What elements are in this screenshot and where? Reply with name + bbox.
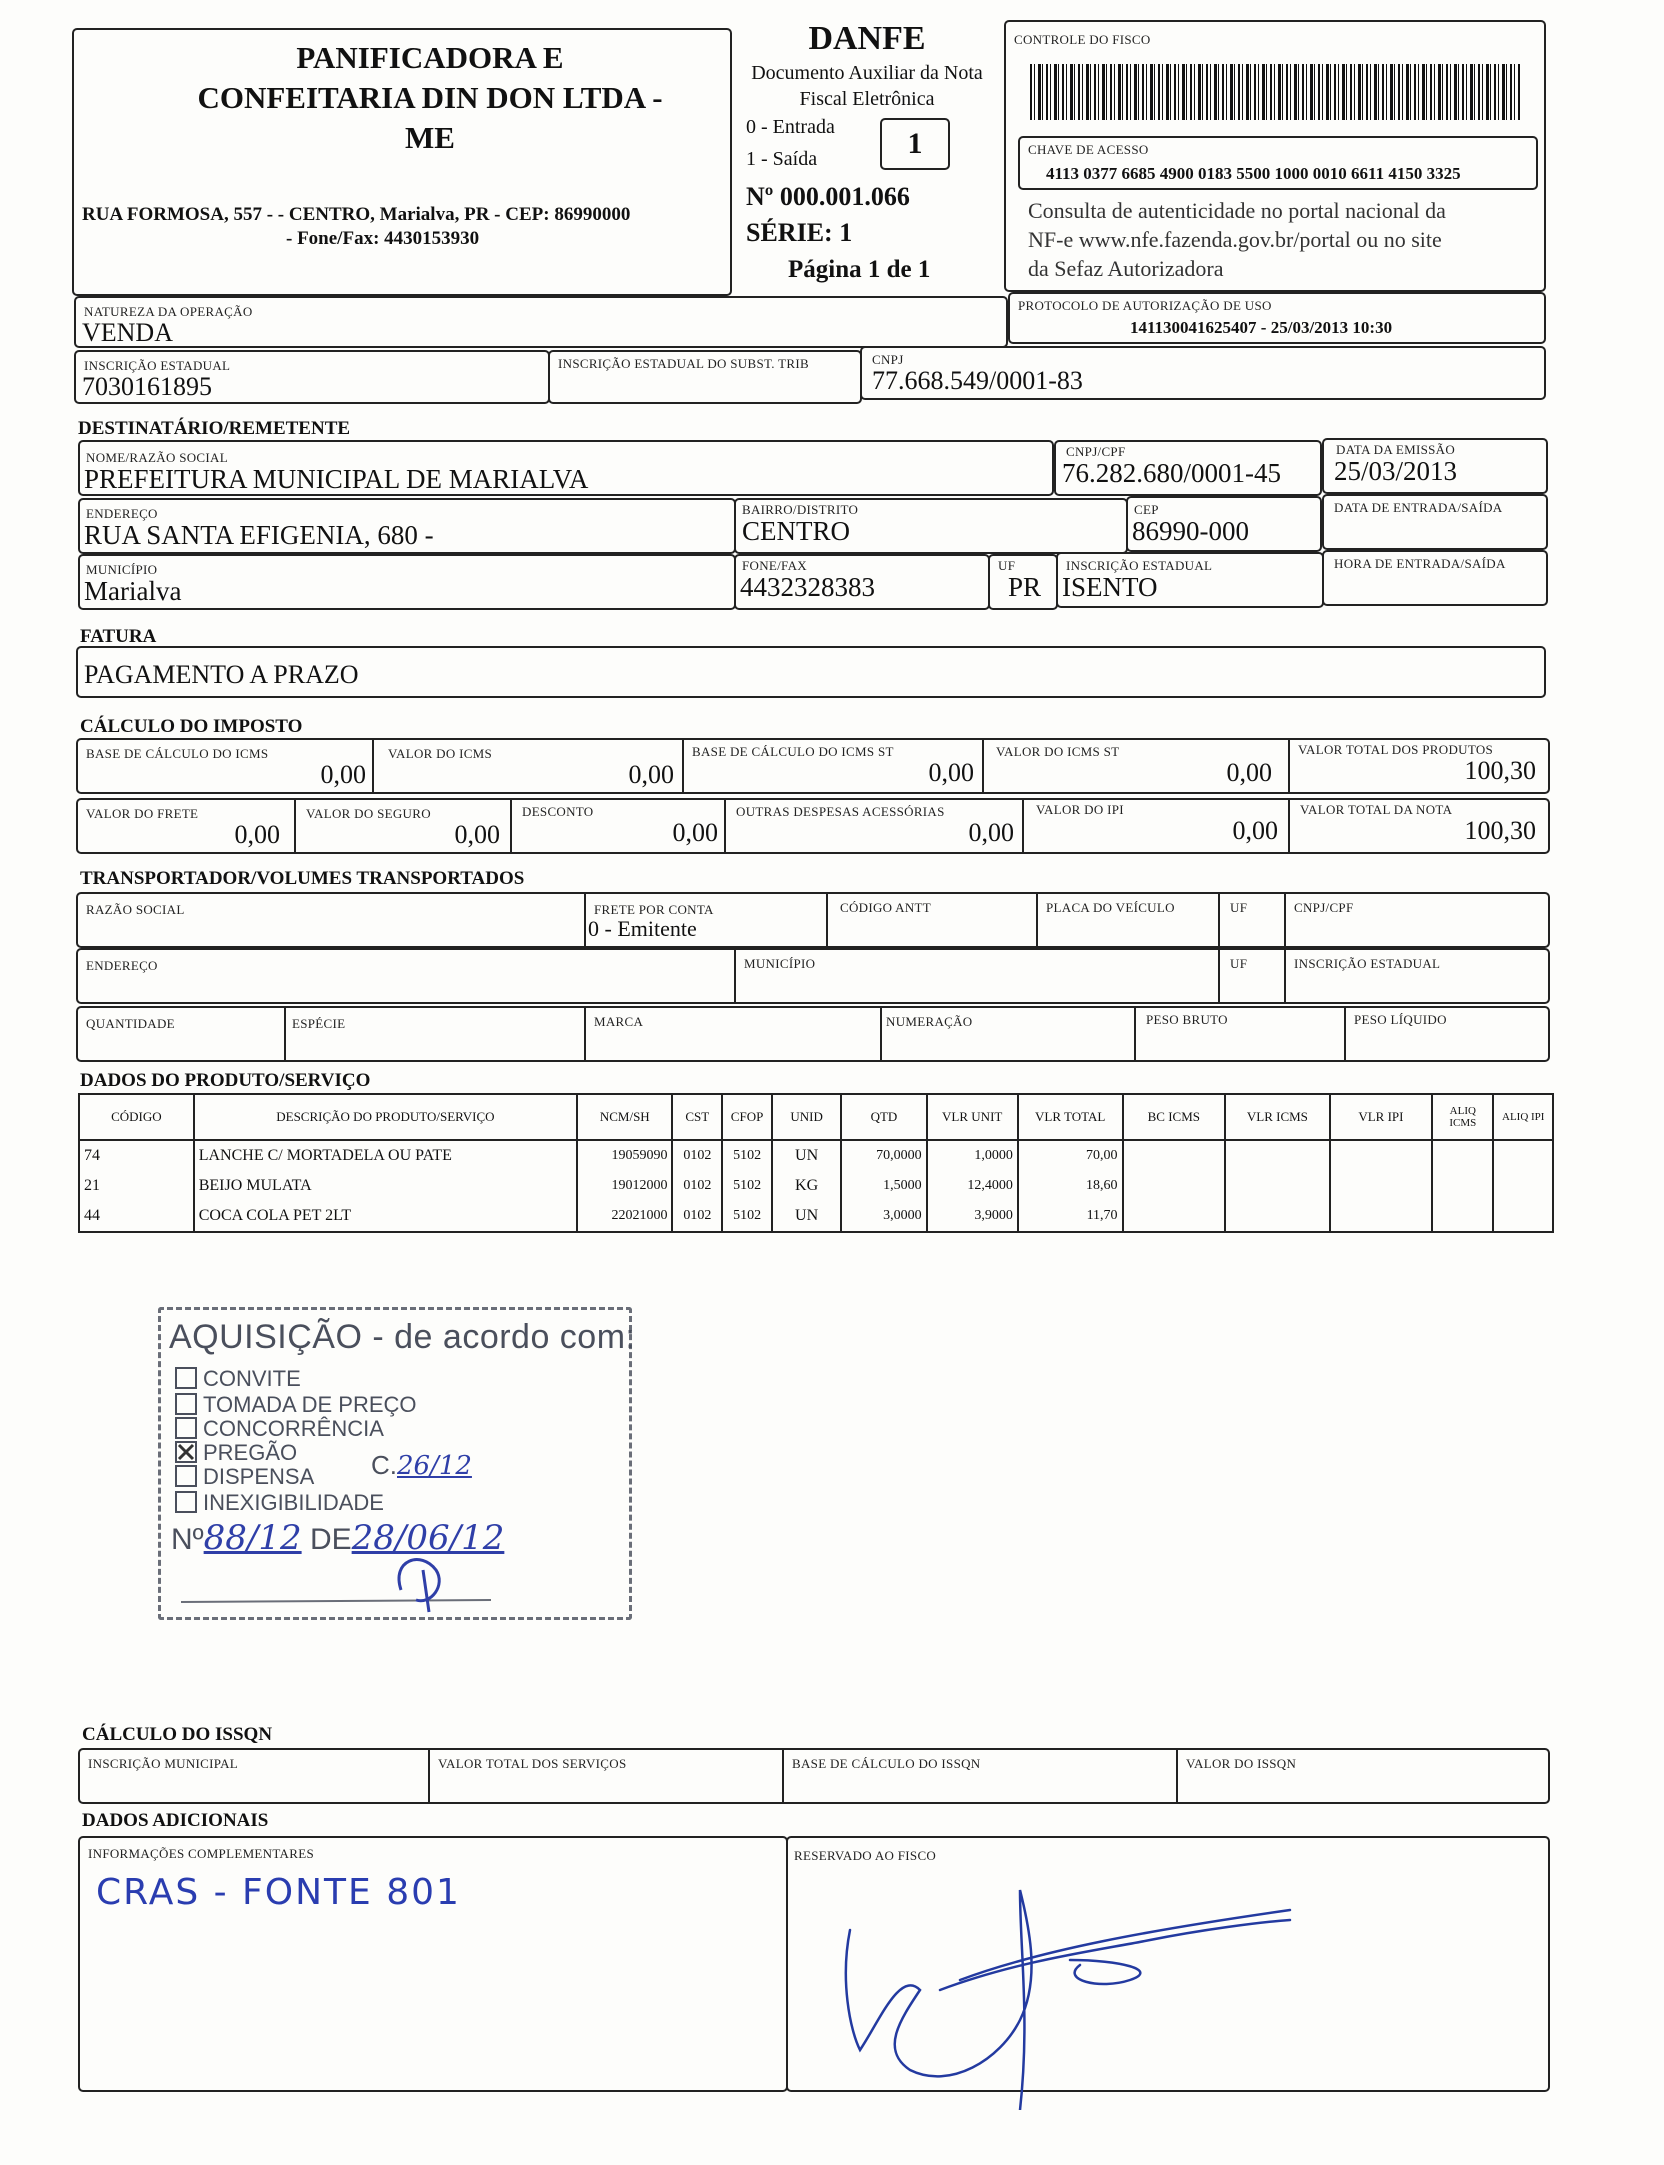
transp-placa-label: PLACA DO VEÍCULO xyxy=(1046,900,1175,915)
transp-peso-liquido-label: PESO LÍQUIDO xyxy=(1354,1012,1447,1027)
ie-value: 7030161895 xyxy=(82,372,212,401)
cell-vlr-icms xyxy=(1225,1140,1330,1171)
transp-frete-value: 0 - Emitente xyxy=(588,916,697,941)
cell-vlr-icms xyxy=(1225,1171,1330,1201)
total-prod-label: VALOR TOTAL DOS PRODUTOS xyxy=(1298,742,1494,757)
cell-vlr-ipi xyxy=(1330,1171,1432,1201)
cell-vlr-total: 11,70 xyxy=(1018,1201,1123,1232)
emitente-name-line3: ME xyxy=(405,120,455,155)
table-row xyxy=(79,1201,1553,1232)
dest-endereco: RUA SANTA EFIGENIA, 680 - xyxy=(84,520,434,550)
stamp-initials-signature xyxy=(161,1550,629,1630)
cell-aliq-icms xyxy=(1432,1201,1493,1232)
cnpj-label: CNPJ xyxy=(872,352,904,367)
imposto-divider xyxy=(1288,798,1290,854)
consulta-line3: da Sefaz Autorizadora xyxy=(1028,256,1224,281)
dest-bairro: CENTRO xyxy=(742,516,850,546)
transp-divider xyxy=(1344,1006,1346,1062)
stamp-title: AQUISIÇÃO - de acordo com: xyxy=(169,1318,636,1356)
transp-municipio-label: MUNICÍPIO xyxy=(744,956,816,971)
bc-icms-label: BASE DE CÁLCULO DO ICMS xyxy=(86,746,269,761)
col-vlr-unit: VLR UNIT xyxy=(927,1094,1018,1140)
imposto-divider xyxy=(510,798,512,854)
cell-descricao: LANCHE C/ MORTADELA OU PATE xyxy=(194,1140,577,1171)
cell-codigo: 21 xyxy=(79,1171,194,1201)
imposto-divider xyxy=(982,738,984,794)
dest-ie: ISENTO xyxy=(1062,572,1158,602)
stamp-option-label: TOMADA DE PREÇO xyxy=(203,1392,417,1417)
dest-ie-label: INSCRIÇÃO ESTADUAL xyxy=(1066,558,1213,573)
danfe-tipo: 1 xyxy=(907,127,923,160)
danfe-tipo-box xyxy=(880,118,950,170)
dest-cep: 86990-000 xyxy=(1132,516,1249,546)
desconto-value: 0,00 xyxy=(672,818,718,847)
transp-endereco-label: ENDEREÇO xyxy=(86,958,158,973)
col-bc-icms: BC ICMS xyxy=(1123,1094,1226,1140)
total-nota-label: VALOR TOTAL DA NOTA xyxy=(1300,802,1453,817)
stamp-option-concorrencia xyxy=(175,1416,384,1442)
cell-aliq-ipi xyxy=(1493,1171,1553,1201)
stamp-option-label: INEXIGIBILIDADE xyxy=(203,1490,384,1515)
dest-municipio: Marialva xyxy=(84,576,182,606)
cell-ncm: 22021000 xyxy=(577,1201,672,1232)
aquisicao-stamp xyxy=(158,1307,636,1620)
checkbox-icon xyxy=(175,1465,197,1487)
transp-marca-label: MARCA xyxy=(594,1014,644,1029)
imposto-section: CÁLCULO DO IMPOSTO xyxy=(80,716,303,737)
dest-fone: 4432328383 xyxy=(740,572,875,602)
transp-divider xyxy=(584,1006,586,1062)
transp-especie-label: ESPÉCIE xyxy=(292,1016,346,1031)
icms-label: VALOR DO ICMS xyxy=(388,746,493,761)
emitente-name-line2: CONFEITARIA DIN DON LTDA - xyxy=(197,80,663,115)
cell-vlr-unit: 12,4000 xyxy=(927,1171,1018,1201)
col-ncm: NCM/SH xyxy=(577,1094,672,1140)
cell-codigo: 44 xyxy=(79,1201,194,1232)
transp-divider xyxy=(734,948,736,1004)
consulta-text xyxy=(1028,196,1446,283)
dest-hora-label: HORA DE ENTRADA/SAÍDA xyxy=(1334,556,1506,571)
transp-peso-bruto-label: PESO BRUTO xyxy=(1146,1012,1228,1027)
transp-divider xyxy=(284,1006,286,1062)
natureza-label: NATUREZA DA OPERAÇÃO xyxy=(84,304,253,319)
fatura-section: FATURA xyxy=(80,626,157,647)
transp-cnpj-label: CNPJ/CPF xyxy=(1294,900,1354,915)
col-aliq-ipi: ALIQ IPI xyxy=(1493,1094,1553,1140)
col-aliq-icms: ALIQ ICMS xyxy=(1432,1094,1493,1140)
stamp-option-label: CONCORRÊNCIA xyxy=(203,1416,384,1441)
cell-unid: UN xyxy=(772,1140,841,1171)
transp-qtd-label: QUANTIDADE xyxy=(86,1016,175,1031)
adicionais-section: DADOS ADICIONAIS xyxy=(82,1810,269,1831)
dest-nome-label: NOME/RAZÃO SOCIAL xyxy=(86,450,228,465)
cell-cst: 0102 xyxy=(672,1140,722,1171)
controle-fisco-label: CONTROLE DO FISCO xyxy=(1014,32,1151,47)
icms-st-value: 0,00 xyxy=(1226,758,1272,787)
produtos-header-row xyxy=(79,1094,1553,1140)
imposto-divider xyxy=(1022,798,1024,854)
cell-vlr-total: 70,00 xyxy=(1018,1140,1123,1171)
dest-cep-label: CEP xyxy=(1134,502,1159,517)
frete-value: 0,00 xyxy=(234,820,280,849)
cell-bc-icms xyxy=(1123,1140,1226,1171)
transp-frete-label: FRETE POR CONTA xyxy=(594,902,714,917)
checkbox-icon xyxy=(175,1367,197,1389)
transp-divider xyxy=(880,1006,882,1062)
ie-label: INSCRIÇÃO ESTADUAL xyxy=(84,358,231,373)
stamp-option-convite xyxy=(175,1366,301,1392)
desconto-label: DESCONTO xyxy=(522,804,594,819)
issqn-valor-label: VALOR DO ISSQN xyxy=(1186,1756,1297,1771)
produtos-table xyxy=(78,1093,1554,1233)
stamp-option-pregao xyxy=(175,1440,297,1466)
cell-unid: KG xyxy=(772,1171,841,1201)
outras-label: OUTRAS DESPESAS ACESSÓRIAS xyxy=(736,804,945,819)
cell-unid: UN xyxy=(772,1201,841,1232)
cell-vlr-ipi xyxy=(1330,1201,1432,1232)
emitente-name xyxy=(160,38,700,158)
dest-cnpj-label: CNPJ/CPF xyxy=(1066,444,1126,459)
stamp-de-label: DE xyxy=(309,1523,352,1556)
imposto-divider xyxy=(372,738,374,794)
transp-razao-label: RAZÃO SOCIAL xyxy=(86,902,185,917)
cell-cfop: 5102 xyxy=(722,1171,772,1201)
bc-st-value: 0,00 xyxy=(928,758,974,787)
reservado-fisco-label: RESERVADO AO FISCO xyxy=(794,1848,937,1863)
stamp-option-inexigibilidade xyxy=(175,1490,384,1516)
imposto-divider xyxy=(682,738,684,794)
transp-divider xyxy=(1218,948,1220,1004)
cell-ncm: 19012000 xyxy=(577,1171,672,1201)
chave-acesso: 4113 0377 6685 4900 0183 5500 1000 0010 6611 4150 3325 xyxy=(1046,164,1461,183)
cell-cst: 0102 xyxy=(672,1171,722,1201)
checkbox-icon xyxy=(175,1417,197,1439)
dest-entrada-saida-label: DATA DE ENTRADA/SAÍDA xyxy=(1334,500,1503,515)
frete-label: VALOR DO FRETE xyxy=(86,806,199,821)
col-vlr-icms: VLR ICMS xyxy=(1225,1094,1330,1140)
transp-row3-box xyxy=(76,1006,1550,1062)
table-row xyxy=(79,1171,1553,1201)
stamp-n-label: Nº xyxy=(171,1523,204,1556)
transp-ie-label: INSCRIÇÃO ESTADUAL xyxy=(1294,956,1441,971)
produtos-section: DADOS DO PRODUTO/SERVIÇO xyxy=(80,1070,371,1091)
cell-ncm: 19059090 xyxy=(577,1140,672,1171)
transp-uf2-label: UF xyxy=(1230,956,1248,971)
issqn-divider xyxy=(782,1748,784,1804)
cell-aliq-icms xyxy=(1432,1171,1493,1201)
cell-aliq-icms xyxy=(1432,1140,1493,1171)
dest-uf-label: UF xyxy=(998,558,1016,573)
consulta-line2: NF-e www.nfe.fazenda.gov.br/portal ou no site xyxy=(1028,227,1442,252)
stamp-c-field xyxy=(371,1450,472,1481)
col-codigo: CÓDIGO xyxy=(79,1094,194,1140)
cell-qtd: 1,5000 xyxy=(841,1171,926,1201)
danfe-numero: Nº 000.001.066 xyxy=(746,182,910,211)
transp-divider xyxy=(1218,892,1220,948)
col-cfop: CFOP xyxy=(722,1094,772,1140)
table-row xyxy=(79,1140,1553,1171)
cnpj-value: 77.668.549/0001-83 xyxy=(872,366,1083,395)
dest-nome: PREFEITURA MUNICIPAL DE MARIALVA xyxy=(84,464,589,494)
transp-antt-label: CÓDIGO ANTT xyxy=(840,900,932,915)
barcode xyxy=(1030,64,1520,120)
dest-fone-label: FONE/FAX xyxy=(742,558,808,573)
info-complementares-label: INFORMAÇÕES COMPLEMENTARES xyxy=(88,1846,314,1861)
bc-icms-value: 0,00 xyxy=(320,760,366,789)
danfe-serie: SÉRIE: 1 xyxy=(746,218,853,247)
issqn-im-label: INSCRIÇÃO MUNICIPAL xyxy=(88,1756,239,1771)
transp-divider xyxy=(1284,892,1286,948)
cell-bc-icms xyxy=(1123,1171,1226,1201)
cell-cst: 0102 xyxy=(672,1201,722,1232)
cell-aliq-ipi xyxy=(1493,1201,1553,1232)
imposto-divider xyxy=(1288,738,1290,794)
checkbox-icon xyxy=(175,1393,197,1415)
emitente-address: RUA FORMOSA, 557 - - CENTRO, Marialva, PR - CEP: 86990000 xyxy=(82,204,631,225)
consulta-line1: Consulta de autenticidade no portal nacional da xyxy=(1028,198,1446,223)
danfe-saida: 1 - Saída xyxy=(746,148,818,170)
col-vlr-total: VLR TOTAL xyxy=(1018,1094,1123,1140)
transp-divider xyxy=(826,892,828,948)
transp-divider xyxy=(1284,948,1286,1004)
emitente-name-line1: PANIFICADORA E xyxy=(296,40,564,75)
total-prod-value: 100,30 xyxy=(1464,756,1536,785)
dest-municipio-label: MUNICÍPIO xyxy=(86,562,158,577)
imposto-divider xyxy=(724,798,726,854)
col-cst: CST xyxy=(672,1094,722,1140)
bc-st-label: BASE DE CÁLCULO DO ICMS ST xyxy=(692,744,894,759)
protocolo-label: PROTOCOLO DE AUTORIZAÇÃO DE USO xyxy=(1018,298,1272,313)
stamp-de-value: 28/06/12 xyxy=(351,1518,505,1558)
cell-aliq-ipi xyxy=(1493,1140,1553,1171)
dest-cnpj: 76.282.680/0001-45 xyxy=(1062,458,1281,488)
cell-vlr-unit: 1,0000 xyxy=(927,1140,1018,1171)
protocolo-value: 141130041625407 - 25/03/2013 10:30 xyxy=(1130,318,1393,337)
cell-vlr-unit: 3,9000 xyxy=(927,1201,1018,1232)
cell-codigo: 74 xyxy=(79,1140,194,1171)
ie-st-label: INSCRIÇÃO ESTADUAL DO SUBST. TRIB xyxy=(558,356,809,371)
col-vlr-ipi: VLR IPI xyxy=(1330,1094,1432,1140)
cell-qtd: 70,0000 xyxy=(841,1140,926,1171)
ipi-label: VALOR DO IPI xyxy=(1036,802,1124,817)
col-unid: UNID xyxy=(772,1094,841,1140)
seguro-value: 0,00 xyxy=(454,820,500,849)
col-qtd: QTD xyxy=(841,1094,926,1140)
issqn-bc-label: BASE DE CÁLCULO DO ISSQN xyxy=(792,1756,981,1771)
dest-emissao-label: DATA DA EMISSÃO xyxy=(1336,442,1456,457)
seguro-label: VALOR DO SEGURO xyxy=(306,806,431,821)
icms-st-label: VALOR DO ICMS ST xyxy=(996,744,1120,759)
transp-uf-label: UF xyxy=(1230,900,1248,915)
emitente-phone: - Fone/Fax: 4430153930 xyxy=(286,228,480,249)
destinatario-section: DESTINATÁRIO/REMETENTE xyxy=(78,418,351,439)
stamp-option-label: PREGÃO xyxy=(203,1440,298,1465)
transp-divider xyxy=(1036,892,1038,948)
signature-scribble xyxy=(820,1850,1380,2110)
stamp-c-value: 26/12 xyxy=(397,1451,472,1481)
cell-bc-icms xyxy=(1123,1201,1226,1232)
danfe-subtitle-line2: Fiscal Eletrônica xyxy=(799,88,935,110)
imposto-divider xyxy=(294,798,296,854)
ipi-value: 0,00 xyxy=(1232,816,1278,845)
transp-divider xyxy=(584,892,586,948)
info-handwritten-note: CRAS - FONTE 801 xyxy=(96,1872,461,1913)
issqn-divider xyxy=(428,1748,430,1804)
cell-descricao: COCA COLA PET 2LT xyxy=(194,1201,577,1232)
outras-value: 0,00 xyxy=(968,818,1014,847)
stamp-option-label: DISPENSA xyxy=(203,1464,315,1489)
issqn-divider xyxy=(1176,1748,1178,1804)
cell-cfop: 5102 xyxy=(722,1201,772,1232)
cell-qtd: 3,0000 xyxy=(841,1201,926,1232)
dest-emissao: 25/03/2013 xyxy=(1334,456,1458,486)
stamp-option-dispensa xyxy=(175,1464,314,1490)
stamp-c-label: C. xyxy=(371,1450,397,1480)
transp-divider xyxy=(1134,1006,1136,1062)
dest-bairro-label: BAIRRO/DISTRITO xyxy=(742,502,859,517)
issqn-section: CÁLCULO DO ISSQN xyxy=(82,1724,273,1745)
transportador-section: TRANSPORTADOR/VOLUMES TRANSPORTADOS xyxy=(80,868,525,889)
dest-uf: PR xyxy=(1008,572,1042,602)
cell-cfop: 5102 xyxy=(722,1140,772,1171)
danfe-pagina: Página 1 de 1 xyxy=(788,256,931,283)
fatura-value: PAGAMENTO A PRAZO xyxy=(84,660,359,689)
cell-vlr-ipi xyxy=(1330,1140,1432,1171)
natureza-value: VENDA xyxy=(82,318,173,347)
danfe-title: DANFE xyxy=(808,20,926,57)
cell-descricao: BEIJO MULATA xyxy=(194,1171,577,1201)
transp-numeracao-label: NUMERAÇÃO xyxy=(886,1014,973,1029)
cell-vlr-total: 18,60 xyxy=(1018,1171,1123,1201)
stamp-option-tomada xyxy=(175,1392,417,1418)
checkbox-icon xyxy=(175,1491,197,1513)
chave-label: CHAVE DE ACESSO xyxy=(1028,142,1149,157)
total-nota-value: 100,30 xyxy=(1464,816,1536,845)
danfe-entrada: 0 - Entrada xyxy=(746,116,835,138)
danfe-subtitle-line1: Documento Auxiliar da Nota xyxy=(751,62,983,84)
stamp-n-value: 88/12 xyxy=(203,1518,302,1558)
stamp-option-label: CONVITE xyxy=(203,1366,301,1391)
cell-vlr-icms xyxy=(1225,1201,1330,1232)
danfe-subtitle xyxy=(732,60,1002,112)
col-descricao: DESCRIÇÃO DO PRODUTO/SERVIÇO xyxy=(194,1094,577,1140)
checkbox-checked-icon xyxy=(175,1441,197,1463)
dest-endereco-label: ENDEREÇO xyxy=(86,506,158,521)
icms-value: 0,00 xyxy=(628,760,674,789)
issqn-total-serv-label: VALOR TOTAL DOS SERVIÇOS xyxy=(438,1756,627,1771)
check-x-icon xyxy=(177,1443,195,1461)
